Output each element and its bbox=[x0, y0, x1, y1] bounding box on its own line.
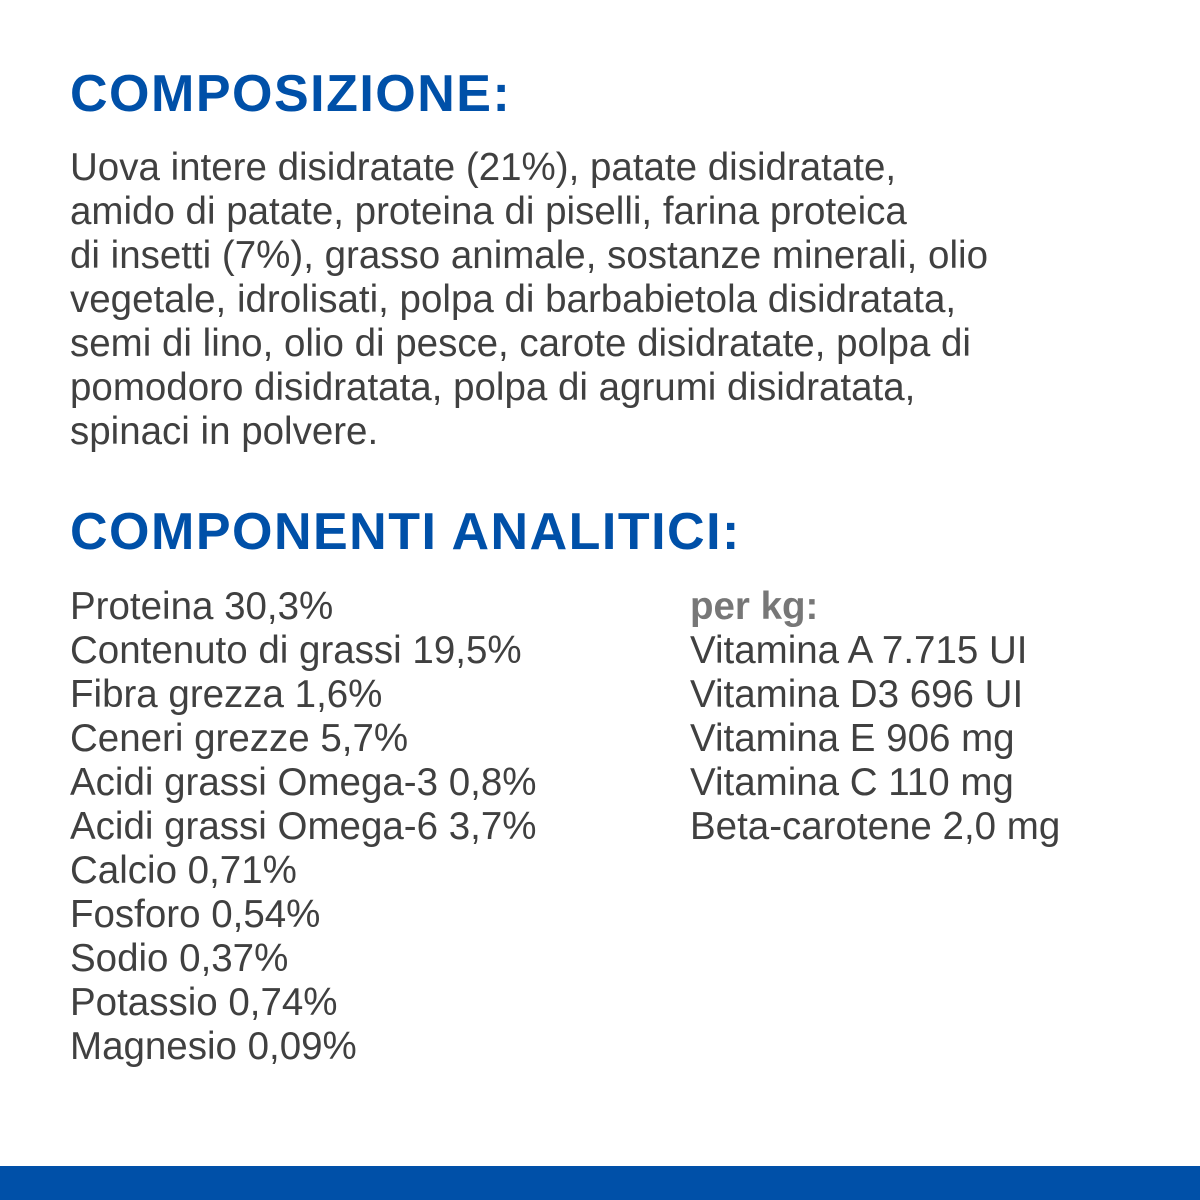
vitamin-item: Vitamina A 7.715 UI bbox=[690, 629, 1028, 672]
composition-line: semi di lino, olio di pesce, carote disidratate, polpa di bbox=[70, 322, 971, 365]
analytics-left-column bbox=[70, 585, 536, 1069]
composition-line: Uova intere disidratate (21%), patate disidratate, bbox=[70, 146, 897, 189]
composition-line: amido di patate, proteina di piselli, farina proteica bbox=[70, 190, 907, 233]
composition-text bbox=[70, 146, 988, 454]
vitamin-item: Vitamina D3 696 UI bbox=[690, 673, 1024, 716]
analytic-item: Contenuto di grassi 19,5% bbox=[70, 629, 522, 672]
analytic-item: Fibra grezza 1,6% bbox=[70, 673, 383, 716]
vitamin-item: Beta-carotene 2,0 mg bbox=[690, 805, 1061, 848]
composition-title: COMPOSIZIONE: bbox=[70, 65, 512, 123]
analytic-item: Calcio 0,71% bbox=[70, 849, 297, 892]
composition-line: pomodoro disidratata, polpa di agrumi disidratata, bbox=[70, 366, 916, 409]
composition-line: spinaci in polvere. bbox=[70, 410, 379, 453]
analytic-item: Fosforo 0,54% bbox=[70, 893, 321, 936]
composition-line: vegetale, idrolisati, polpa di barbabietola disidratata, bbox=[70, 278, 957, 321]
analytic-item: Potassio 0,74% bbox=[70, 981, 338, 1024]
analytics-right-column bbox=[690, 585, 1060, 849]
composition-line: di insetti (7%), grasso animale, sostanze minerali, olio bbox=[70, 234, 988, 277]
analytic-item: Sodio 0,37% bbox=[70, 937, 289, 980]
vitamin-item: Vitamina E 906 mg bbox=[690, 717, 1015, 760]
analytic-item: Acidi grassi Omega-3 0,8% bbox=[70, 761, 537, 804]
analytic-item: Ceneri grezze 5,7% bbox=[70, 717, 409, 760]
vitamin-item: Vitamina C 110 mg bbox=[690, 761, 1014, 804]
analytics-title: COMPONENTI ANALITICI: bbox=[70, 503, 741, 561]
analytic-item: Proteina 30,3% bbox=[70, 585, 334, 628]
footer-brand-bar bbox=[0, 1166, 1200, 1200]
analytic-item: Acidi grassi Omega-6 3,7% bbox=[70, 805, 537, 848]
per-kg-label: per kg: bbox=[690, 585, 819, 628]
analytic-item: Magnesio 0,09% bbox=[70, 1025, 357, 1068]
